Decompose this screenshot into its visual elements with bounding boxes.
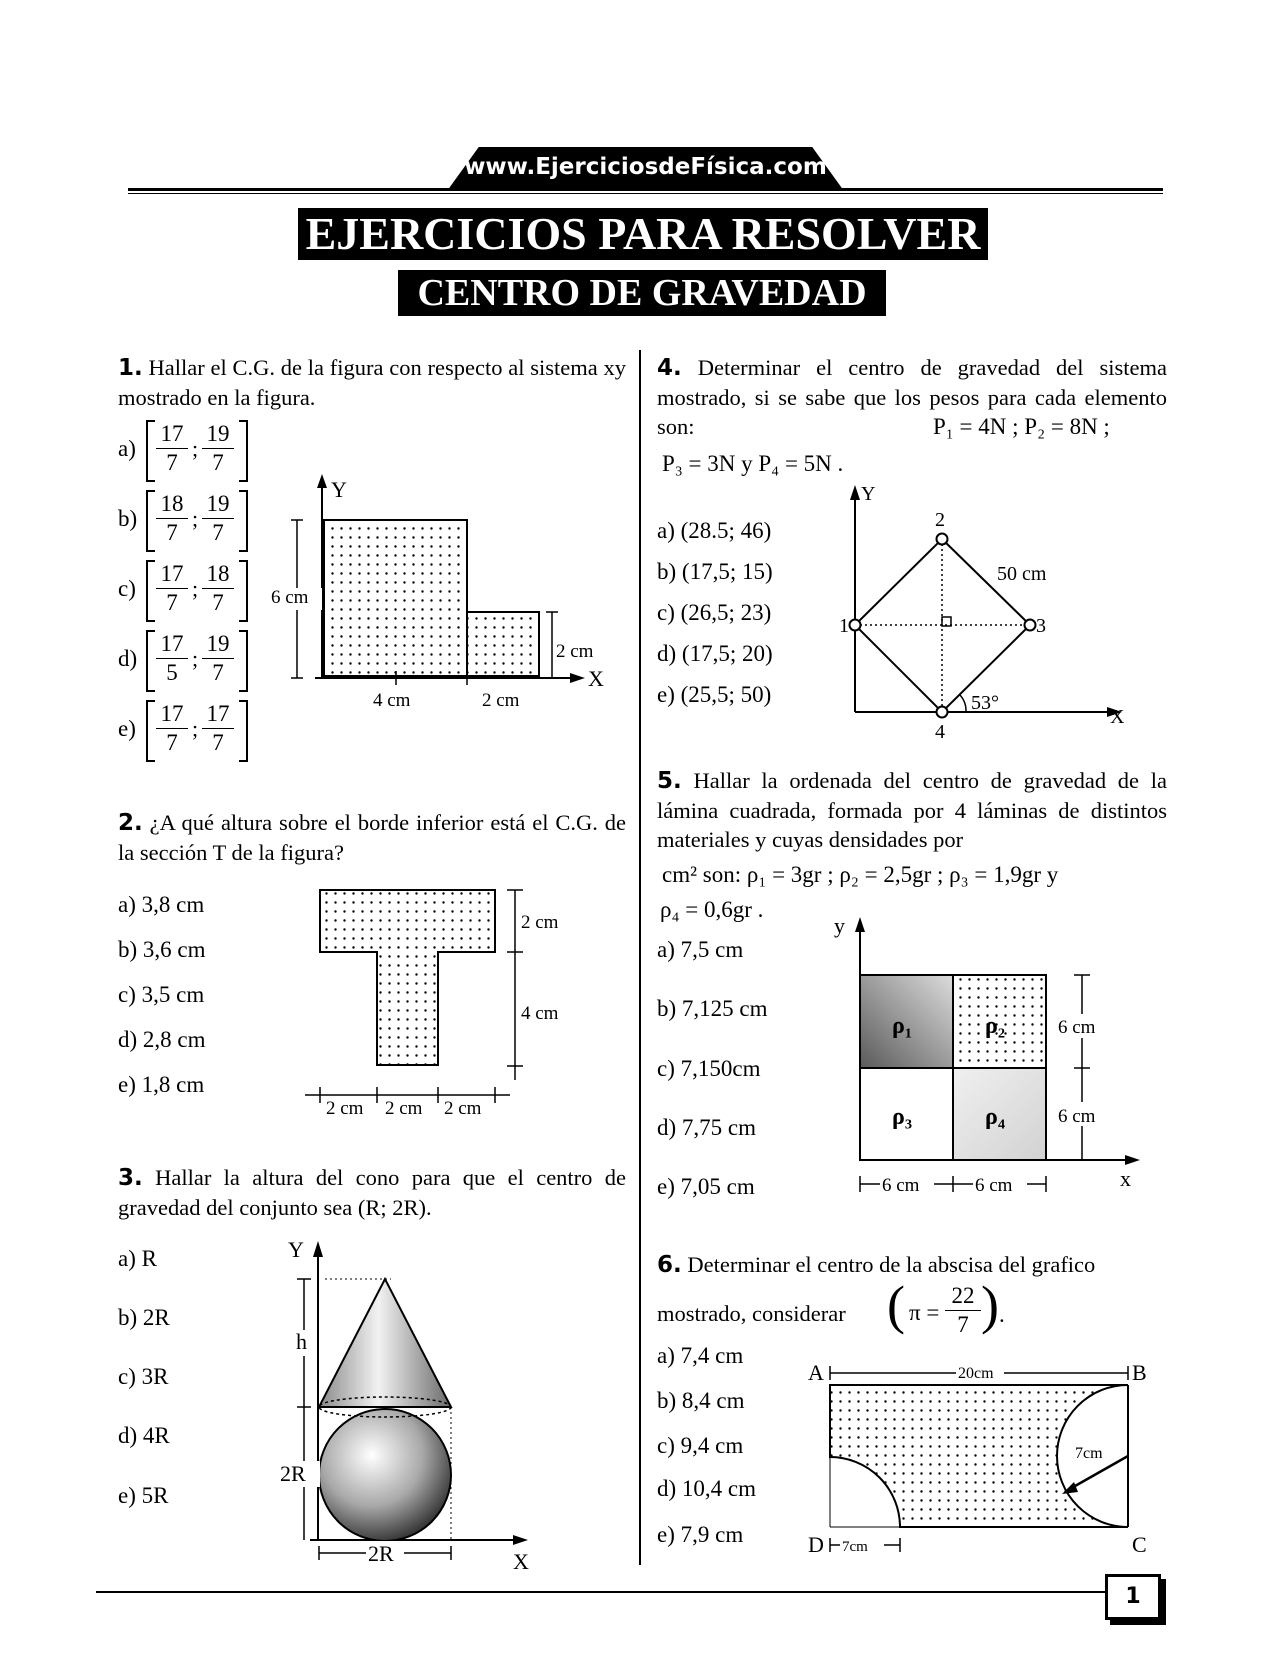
- q1-statement: [118, 353, 626, 412]
- q6-number: 6.: [657, 1252, 682, 1278]
- q3-2r-vertical: 2R: [280, 1461, 306, 1486]
- q2-dim-top: 2 cm: [521, 912, 559, 933]
- q6-option-e[interactable]: e) 7,9 cm: [657, 1522, 744, 1547]
- q1-option-y-num: 19: [202, 490, 234, 519]
- q6-pi-expression: ( π = $\frac{22}{7}$ ) .: [887, 1275, 1005, 1337]
- q2-option-d[interactable]: d) 2,8 cm: [118, 1027, 206, 1052]
- q1-text: Hallar el C.G. de la figura con respecto al sistema xy mostrado en la figura.: [118, 355, 626, 410]
- q3-sphere: [319, 1409, 451, 1541]
- q6-option-b[interactable]: b) 8,4 cm: [657, 1388, 745, 1413]
- q5-dim-h1: 6 cm: [882, 1175, 920, 1196]
- q1-option-x-den: 7: [166, 450, 178, 475]
- q4-number: 4.: [657, 355, 682, 381]
- q1-option-x-den: 7: [166, 730, 178, 755]
- q2-t-shape: [320, 890, 495, 1065]
- page-number: 1: [1105, 1574, 1161, 1620]
- q6-statement-line1: [657, 1250, 1167, 1280]
- q2-option-a[interactable]: a) 3,8 cm: [118, 892, 205, 917]
- q6-pi-den: 7: [957, 1312, 969, 1337]
- q6-label-c: C: [1132, 1532, 1147, 1557]
- q2-t-figure: [295, 880, 585, 1120]
- q1-option-label: c): [118, 576, 136, 601]
- q1-option-y-num: 19: [202, 420, 234, 449]
- q4-option-e[interactable]: e) (25,5; 50): [657, 682, 772, 707]
- q1-y-label: Y: [331, 477, 347, 502]
- q4-x-label: X: [1110, 706, 1125, 728]
- q6-bottom-label: 7cm: [842, 1539, 868, 1555]
- q2-dim-w1: 2 cm: [326, 1098, 364, 1119]
- q3-text: Hallar la altura del cono para que el centro de gravedad del conjunto sea (R; 2R).: [118, 1165, 627, 1220]
- q3-x-label: X: [513, 1549, 529, 1574]
- q3-option-e[interactable]: e) 5R: [118, 1483, 169, 1508]
- q6-label-b: B: [1132, 1360, 1147, 1385]
- q1-dim-2cm-v: 2 cm: [556, 641, 594, 662]
- q5-option-d[interactable]: d) 7,75 cm: [657, 1115, 757, 1140]
- q4-point-1: [850, 620, 861, 631]
- q5-densities-line1: cm² son: ρ₁ = 3gr ; ρ₂ = 2,5gr ; ρ₃ = 1,9gr y: [662, 862, 1059, 887]
- q1-option-x-den: 7: [166, 590, 178, 615]
- q1-option-y-den: 7: [212, 730, 224, 755]
- q6-option-c[interactable]: c) 9,4 cm: [657, 1433, 744, 1458]
- q3-option-c[interactable]: c) 3R: [118, 1364, 169, 1389]
- q5-rho4-label: ρ₄: [985, 1104, 1006, 1130]
- q1-option-x-fraction: [156, 700, 188, 757]
- q1-option-bracket: $\frac{17}{7}$ ; $\frac{17}{7}$: [146, 698, 246, 762]
- q4-text: Determinar el centro de gravedad del sistema mostrado, si se sabe que los pesos para cada elemento son:: [657, 355, 1167, 439]
- q6-option-d[interactable]: d) 10,4 cm: [657, 1476, 757, 1501]
- site-url[interactable]: www.EjerciciosdeFísica.com: [464, 154, 827, 180]
- q5-option-b[interactable]: b) 7,125 cm: [657, 996, 768, 1021]
- column-divider: [639, 350, 641, 1565]
- q1-option-bracket: $\frac{17}{7}$ ; $\frac{18}{7}$: [146, 558, 246, 622]
- q5-statement: [657, 766, 1167, 854]
- q1-option-y-num: 19: [202, 630, 234, 659]
- q1-option-x-fraction: [156, 560, 188, 617]
- q1-option-y-den: 7: [212, 590, 224, 615]
- q4-label-4: 4: [935, 721, 945, 742]
- q5-text: Hallar la ordenada del centro de gravedad de la lámina cuadrada, formada por 4 láminas de distintos materiales y cuyas densidades por: [657, 768, 1167, 852]
- q5-dim-v1: 6 cm: [1058, 1017, 1096, 1038]
- q6-text-line2: mostrado, considerar: [657, 1301, 846, 1326]
- q1-option-y-num: 17: [202, 700, 234, 729]
- q6-figure: [800, 1352, 1160, 1564]
- q5-x-label: x: [1120, 1166, 1131, 1191]
- q1-option-x-num: 17: [156, 630, 188, 659]
- q1-option-y-fraction: [202, 420, 234, 477]
- q3-y-label: Y: [288, 1237, 304, 1262]
- q3-h-label: h: [296, 1329, 307, 1354]
- q2-option-b[interactable]: b) 3,6 cm: [118, 937, 206, 962]
- q3-option-d[interactable]: d) 4R: [118, 1423, 170, 1448]
- q2-option-c[interactable]: c) 3,5 cm: [118, 982, 205, 1007]
- footer-rule: [96, 1591, 1106, 1593]
- q4-option-d[interactable]: d) (17,5; 20): [657, 641, 773, 666]
- q1-option-e[interactable]: [118, 698, 258, 762]
- q6-pi-num: 22: [945, 1282, 981, 1311]
- q4-option-a[interactable]: a) (28.5; 46): [657, 518, 772, 543]
- q5-option-a[interactable]: a) 7,5 cm: [657, 937, 744, 962]
- q3-figure: [268, 1235, 553, 1575]
- q4-point-4: [937, 707, 948, 718]
- q1-option-y-den: 7: [212, 520, 224, 545]
- q1-option-a[interactable]: [118, 418, 258, 482]
- q6-label-a: A: [808, 1360, 824, 1385]
- q5-rho3-label: ρ₃: [892, 1104, 913, 1130]
- q1-option-label: d): [118, 646, 138, 671]
- q1-option-label: b): [118, 506, 138, 531]
- q1-option-b[interactable]: [118, 488, 258, 552]
- q3-cone: [319, 1279, 451, 1407]
- q1-option-bracket: $\frac{18}{7}$ ; $\frac{19}{7}$: [146, 488, 246, 552]
- q6-width-label: 20cm: [958, 1365, 994, 1382]
- q1-number: 1.: [118, 355, 143, 381]
- q1-option-label: e): [118, 716, 136, 741]
- q4-option-c[interactable]: c) (26,5; 23): [657, 600, 772, 625]
- q1-option-x-fraction: [156, 420, 188, 477]
- q1-option-y-den: 7: [212, 660, 224, 685]
- q1-option-y-fraction: [202, 700, 234, 757]
- q1-option-x-num: 17: [156, 560, 188, 589]
- q1-dim-2cm-h: 2 cm: [482, 690, 520, 711]
- q3-statement: [118, 1163, 626, 1222]
- q5-rho1-label: ρ₁: [892, 1013, 913, 1039]
- q2-option-e[interactable]: e) 1,8 cm: [118, 1072, 205, 1097]
- q5-number: 5.: [657, 768, 682, 794]
- q2-dim-w3: 2 cm: [444, 1098, 482, 1119]
- q1-figure: [265, 470, 610, 715]
- q4-label-3: 3: [1036, 615, 1046, 637]
- q1-option-y-fraction: [202, 490, 234, 547]
- q5-y-label: y: [834, 913, 845, 938]
- q4-point-2: [937, 534, 948, 545]
- q1-option-x-fraction: [156, 630, 188, 687]
- q1-option-x-num: 18: [156, 490, 188, 519]
- q2-statement: [118, 808, 626, 867]
- q2-dim-w2: 2 cm: [385, 1098, 423, 1119]
- q1-option-label: a): [118, 436, 136, 461]
- q1-option-x-num: 17: [156, 420, 188, 449]
- q3-2r-horizontal: 2R: [368, 1541, 394, 1566]
- q3-option-a[interactable]: a) R: [118, 1246, 157, 1271]
- q2-number: 2.: [118, 810, 143, 836]
- q4-weights-line2: P₃ = 3N y P₄ = 5N .: [662, 451, 844, 476]
- q1-option-y-den: 7: [212, 450, 224, 475]
- q1-x-label: X: [588, 666, 604, 691]
- q1-option-y-fraction: [202, 630, 234, 687]
- q1-dim-6cm: 6 cm: [271, 587, 309, 608]
- q5-dim-v2: 6 cm: [1058, 1106, 1096, 1127]
- q1-small-rect: [467, 612, 539, 676]
- q1-option-x-den: 7: [166, 520, 178, 545]
- q5-densities-line2: ρ₄ = 0,6gr .: [660, 897, 764, 922]
- q4-side-label: 50 cm: [997, 563, 1047, 585]
- q1-dim-4cm: 4 cm: [373, 690, 411, 711]
- q3-option-b[interactable]: b) 2R: [118, 1305, 170, 1330]
- q4-point-3: [1025, 620, 1036, 631]
- q1-option-y-num: 18: [202, 560, 234, 589]
- q6-text-line1: Determinar el centro de la abscisa del grafico: [687, 1252, 1096, 1277]
- q1-option-d[interactable]: [118, 628, 258, 692]
- q6-radius-label: 7cm: [1075, 1445, 1103, 1462]
- q6-label-d: D: [808, 1532, 824, 1557]
- q1-option-x-num: 17: [156, 700, 188, 729]
- q6-pi-fraction: [945, 1282, 981, 1339]
- q5-option-e[interactable]: e) 7,05 cm: [657, 1174, 755, 1199]
- q4-figure: [825, 480, 1135, 742]
- q4-label-1: 1: [839, 615, 849, 637]
- q2-dim-stem: 4 cm: [521, 1003, 559, 1024]
- q5-rho2-label: ρ₂: [985, 1013, 1006, 1039]
- q4-weights-line1: P₁ = 4N ; P₂ = 8N ;: [933, 414, 1110, 439]
- q4-angle-label: 53°: [971, 692, 999, 714]
- q1-option-c[interactable]: [118, 558, 258, 622]
- page-subtitle: CENTRO DE GRAVEDAD: [398, 270, 886, 316]
- q1-option-bracket: $\frac{17}{7}$ ; $\frac{19}{7}$: [146, 418, 246, 482]
- q3-number: 3.: [118, 1165, 143, 1191]
- q2-text: ¿A qué altura sobre el borde inferior está el C.G. de la sección T de la figura?: [118, 810, 626, 865]
- q4-option-b[interactable]: b) (17,5; 15): [657, 559, 773, 584]
- q5-figure: [830, 912, 1150, 1202]
- q5-dim-h2: 6 cm: [975, 1175, 1013, 1196]
- q1-option-x-den: 5: [166, 660, 178, 685]
- q5-option-c[interactable]: c) 7,150cm: [657, 1056, 761, 1081]
- q1-option-x-fraction: [156, 490, 188, 547]
- q1-large-rect: [324, 520, 467, 676]
- page-title: EJERCICIOS PARA RESOLVER: [298, 208, 988, 260]
- q4-y-label: Y: [861, 483, 876, 505]
- q1-option-y-fraction: [202, 560, 234, 617]
- q4-label-2: 2: [935, 509, 945, 531]
- q1-option-bracket: $\frac{17}{5}$ ; $\frac{19}{7}$: [146, 628, 246, 692]
- q6-option-a[interactable]: a) 7,4 cm: [657, 1343, 744, 1368]
- q6-pi-lhs: π =: [909, 1300, 940, 1325]
